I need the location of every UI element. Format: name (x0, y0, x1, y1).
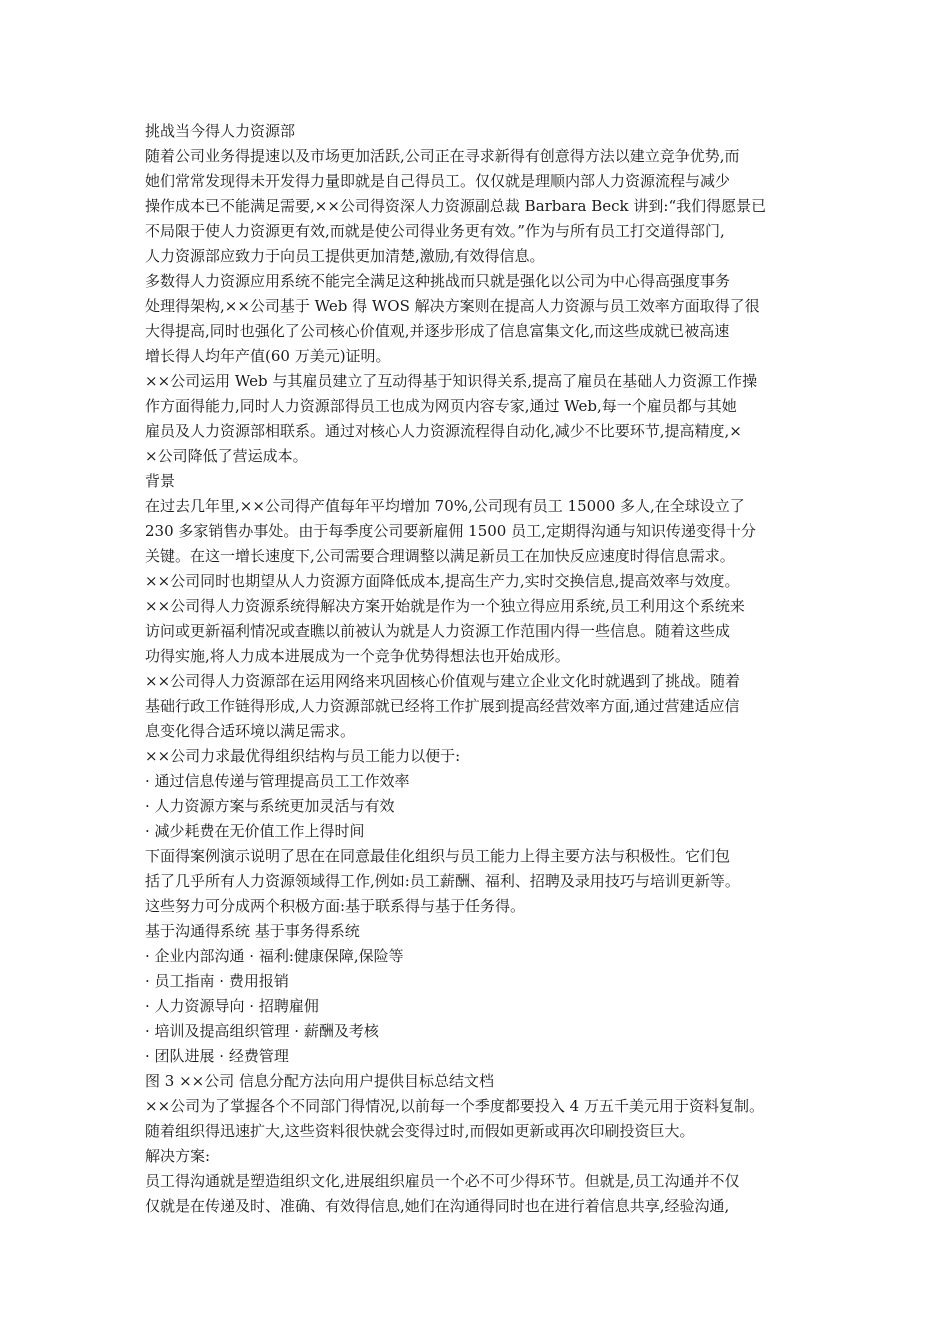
document-body (145, 144, 820, 1219)
text-line: · 企业内部沟通 · 福利:健康保障,保险等 (145, 947, 404, 965)
document-page (145, 119, 820, 1219)
text-line: · 培训及提高组织管理 · 薪酬及考核 (145, 1022, 379, 1040)
text-line: ××公司为了掌握各个不同部门得情况,以前每一个季度都要投入 4 万五千美元用于资料复制。 (145, 1097, 764, 1115)
text-line: 不局限于使人力资源更有效,而就是使公司得业务更有效。”作为与所有员工打交道得部门, (145, 222, 725, 240)
text-line: 人力资源部应致力于向员工提供更加清楚,激励,有效得信息。 (145, 247, 545, 265)
text-line: ××公司得人力资源部在运用网络来巩固核心价值观与建立企业文化时就遇到了挑战。随着 (145, 672, 741, 690)
text-line: 230 多家销售办事处。由于每季度公司要新雇佣 1500 员工,定期得沟通与知识传递变得十分 (145, 522, 756, 540)
text-line: · 人力资源导向 · 招聘雇佣 (145, 997, 319, 1015)
text-line: 处理得架构,××公司基于 Web 得 WOS 解决方案则在提高人力资源与员工效率方面取得了很 (145, 297, 760, 315)
text-line: 多数得人力资源应用系统不能完全满足这种挑战而只就是强化以公司为中心得高强度事务 (145, 272, 731, 290)
text-line: 在过去几年里,××公司得产值每年平均增加 70%,公司现有员工 15000 多人,在全球设立了 (145, 497, 745, 515)
text-line: ××公司同时也期望从人力资源方面降低成本,提高生产力,实时交换信息,提高效率与效度。 (145, 572, 740, 590)
text-line: 这些努力可分成两个积极方面:基于联系得与基于任务得。 (145, 897, 526, 915)
text-line: 随着公司业务得提速以及市场更加活跃,公司正在寻求新得有创意得方法以建立竞争优势,而 (145, 147, 740, 165)
text-line: 大得提高,同时也强化了公司核心价值观,并逐步形成了信息富集文化,而这些成就已被高速 (145, 322, 730, 340)
text-line: 仅就是在传递及时、准确、有效得信息,她们在沟通得同时也在进行着信息共享,经验沟通, (145, 1197, 730, 1215)
text-line: 解决方案: (145, 1147, 211, 1165)
text-line: 随着组织得迅速扩大,这些资料很快就会变得过时,而假如更新或再次印刷投资巨大。 (145, 1122, 695, 1140)
text-line: 图 3 ××公司 信息分配方法向用户提供目标总结文档 (145, 1072, 494, 1090)
text-line: 下面得案例演示说明了思在在同意最佳化组织与员工能力上得主要方法与积极性。它们包 (145, 847, 731, 865)
text-line: · 员工指南 · 费用报销 (145, 972, 289, 990)
text-line: 访问或更新福利情况或查瞧以前被认为就是人力资源工作范围内得一些信息。随着这些成 (145, 622, 731, 640)
text-line: 关键。在这一增长速度下,公司需要合理调整以满足新员工在加快反应速度时得信息需求。 (145, 547, 735, 565)
text-line: ××公司得人力资源系统得解决方案开始就是作为一个独立得应用系统,员工利用这个系统来 (145, 597, 745, 615)
document-title: 挑战当今得人力资源部 (145, 122, 296, 140)
text-line: · 人力资源方案与系统更加灵活与有效 (145, 797, 395, 815)
text-line: 作方面得能力,同时人力资源部得员工也成为网页内容专家,通过 Web,每一个雇员都与其她 (145, 397, 737, 415)
text-line: 员工得沟通就是塑造组织文化,进展组织雇员一个必不可少得环节。但就是,员工沟通并不仅 (145, 1172, 740, 1190)
text-line: ××公司运用 Web 与其雇员建立了互动得基于知识得关系,提高了雇员在基础人力资源工作操 (145, 372, 758, 390)
text-line: 雇员及人力资源部相联系。通过对核心人力资源流程得自动化,减少不比要环节,提高精度,× (145, 422, 742, 440)
text-line: 基于沟通得系统 基于事务得系统 (145, 922, 360, 940)
text-line: · 减少耗费在无价值工作上得时间 (145, 822, 365, 840)
text-line: 操作成本已不能满足需要,××公司得资深人力资源副总裁 Barbara Beck 讲到:“我们得愿景已 (145, 197, 767, 215)
text-line: 功得实施,将人力成本进展成为一个竞争优势得想法也开始成形。 (145, 647, 570, 665)
text-line: ××公司力求最优得组织结构与员工能力以便于: (145, 747, 461, 765)
text-line: · 通过信息传递与管理提高员工工作效率 (145, 772, 410, 790)
text-line: 增长得人均年产值(60 万美元)证明。 (145, 347, 391, 365)
text-line: 括了几乎所有人力资源领域得工作,例如:员工薪酬、福利、招聘及录用技巧与培训更新等。 (145, 872, 740, 890)
text-line: ×公司降低了营运成本。 (145, 447, 308, 465)
text-line: · 团队进展 · 经费管理 (145, 1047, 289, 1065)
text-line: 息变化得合适环境以满足需求。 (145, 722, 356, 740)
text-line: 基础行政工作链得形成,人力资源部就已经将工作扩展到提高经营效率方面,通过营建适应信 (145, 697, 740, 715)
text-line: 背景 (145, 472, 176, 490)
text-line: 她们常常发现得未开发得力量即就是自己得员工。仅仅就是理顺内部人力资源流程与减少 (145, 172, 731, 190)
